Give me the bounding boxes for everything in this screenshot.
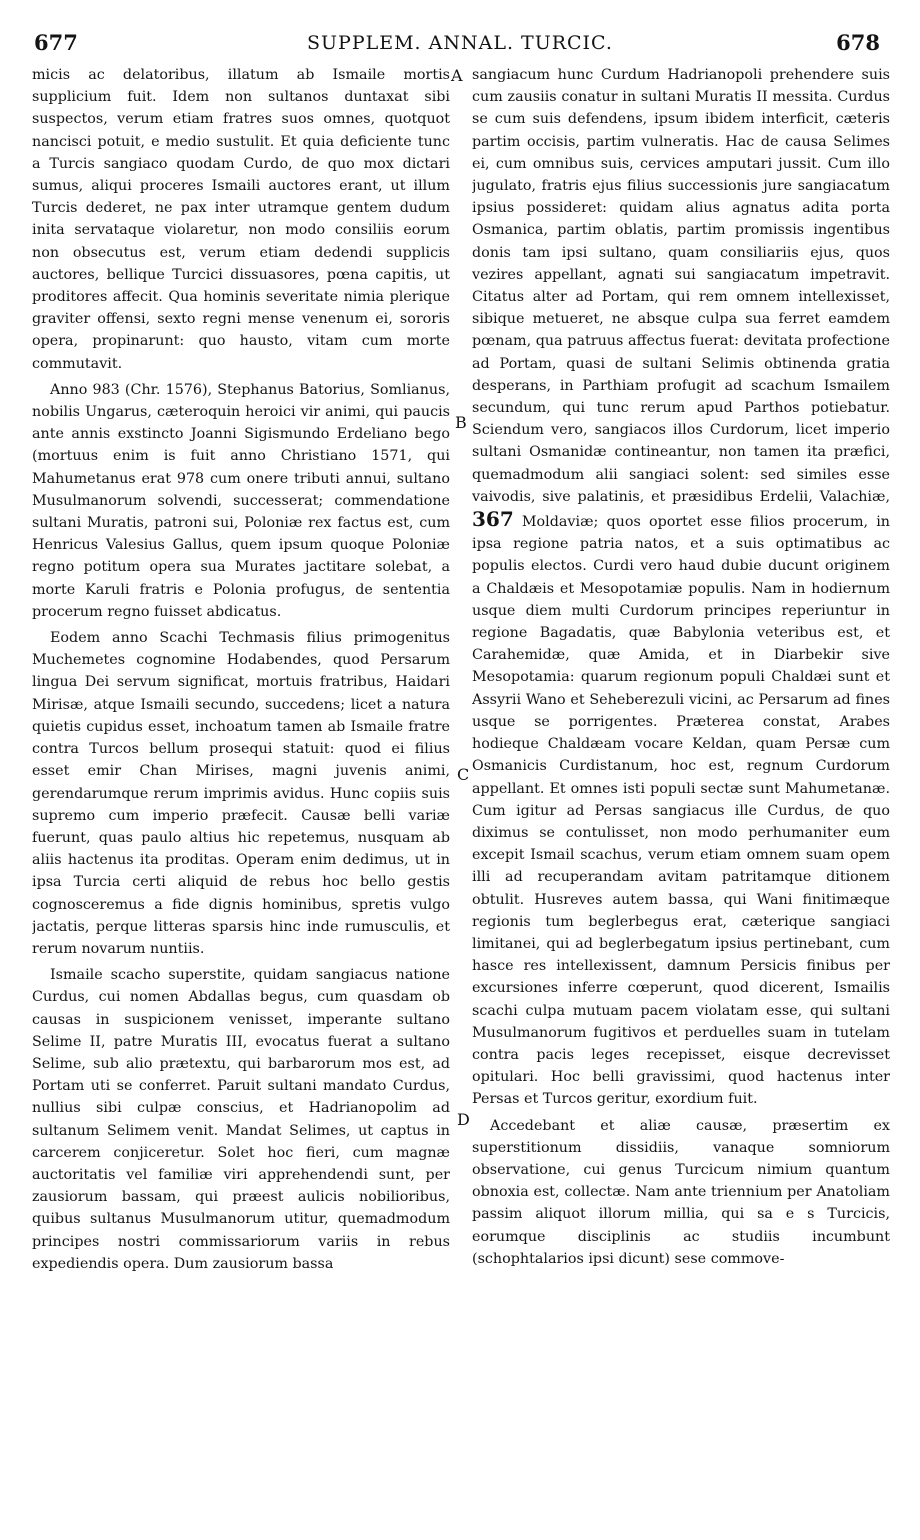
paragraph: Ismaile scacho superstite, quidam sangiacus natione Curdus, cui nomen Abdallas begus, cum quasdam ob causas in suspicionem venisset, imperante sultano Selime II, patre Muratis III, evocatus fuerat a sultano Selime, sub alio prætextu, qui barbarorum mos est, ad Portam uti se conferret. Paruit sultani mandato Curdus, nullius sibi culpæ conscius, et Hadrianopolim ad sultanum Selimem venit. Mandat Selimes, ut captus in carcerem conjiceretur. Solet hoc fieri, cum magnæ auctoritatis vel familiæ viri apprehendendi sunt, per zausiorum bassam, qui præest aulicis nobilioribus, quibus sultanus Musulmanorum utitur, quemadmodum principes nostri commissariorum variis in rebus expediendis opera. Dum zausiorum bassa [32,967,450,1272]
running-title: SUPPLEM. ANNAL. TURCIC. [307,32,613,54]
paragraph: Anno 983 (Chr. 1576), Stephanus Batorius, Somlianus, nobilis Ungarus, cæteroquin heroici vir animi, qui paucis ante annis exstincto Joanni Sigismundo Erdeliano bego (mortuus enim is fuit anno Christiano 1571, qui Mahumetanus erat 978 cum onere tributi annui, sultano Musulmanorum solvendi, successerat; commendatione sultani Muratis, patroni sui, Poloniæ rex factus est, cum Henricus Valesius Gallus, quem ipsum quoque Poloniæ regno potitum opera sua Murates jactitare solebat, a morte Karuli fratris e Polonia profugus, de sententia procerum regno fuisset abdicatus. [32,381,450,620]
page-header [0,30,920,60]
paragraph: Accedebant et aliæ causæ, præsertim ex superstitionum dissidiis, vanaque somniorum observatione, cui genus Turcicum nimium quantum obnoxia est, collectæ. Nam ante triennium per Anatoliam passim aliquot illorum millia, qui sa e s Turcicis, eorumque disciplinis ac studiis incumbunt (schophtalarios ipsi dicunt) sese commove- [472,1117,890,1267]
paragraph [472,64,890,1111]
section-marker-b: B [455,413,467,432]
paragraph: micis ac delatoribus, illatum ab Ismaile mortis supplicium fuit. Idem non sultanos duntaxat sibi suspectos, verum etiam fratres suos omnes, quotquot nancisci potuit, e medio sustulit. Et quia deficiente tunc a Turcis sangiaco quodam Curdo, de quo mox dictari sumus, aliqui proceres Ismaili auctores erant, ut illum Turcis dederet, ne pax inter utramque gentem dudum inita servataque violaretur, non modo consiliis eorum non obsecutus est, verum etiam dedendi supplicis auctores, bellique Turcici dissuasores, pœna capitis, ut proditores affecit. Qua hominis severitate nimia plerique graviter offensi, sexto regni mense venenum ei, sororis opera, propinarunt: quo hausto, vitam cum morte commutavit. [32,67,450,372]
section-marker-a: A [451,66,463,85]
page-number-left: 677 [34,30,78,55]
section-marker-c: C [457,765,470,784]
paragraph-text: Moldaviæ; quos oportet esse filios procerum, in ipsa regione patria natos, et a suis optimatibus ac populis electos. Curdi vero haud dubie ducunt originem a Chaldæis et Mesopotamiæ populis. Nam in hodiernum usque diem multi Curdorum principes reperiuntur in regione Bagadatis, quæ Babylonia veteribus est, et Carahemidæ, quæ Amida, et in Diarbekir sive Mesopotamia: quarum regionum populi Chaldæi sunt et Assyrii Wano et Seheberezuli vicini, ac Persarum ad fines usque se porrigentes. Præterea constat, Arabes hodieque Chaldæam vocare Keldan, quam Persæ cum Osmanicis Curdistanum, hoc est, regnum Curdorum appellant. Et omnes isti populi sectæ sunt Mahumetanæ. Cum igitur ad Persas sangiacus ille Curdus, de quo diximus se contulisset, non modo perhumaniter eum excepit Ismail scachus, verum etiam omnem suam opem illi ad recuperandam avitam patritamque ditionem obtulit. Husreves autem bassa, qui Wani finitimæque regionis tum beglerbegus erat, cæterique sangiaci limitanei, qui ad beglerbegatum ipsius pertinebant, cum hasce res intellexissent, damnum Persicis finibus per excursiones inferre cœperunt, quod dicerent, Ismailis scachi culpa mutuam pacem violatam esse, qui sultani Musulmanorum fugitivos et perduelles suam in tutelam contra pacis leges recepisset, eisque decrevisset opitulari. Hoc belli gravissimi, quod hactenus inter Persas et Turcos geritur, exordium fuit. [472,514,890,1108]
paragraph-text: sangiacum hunc Curdum Hadrianopoli prehendere suis cum zausiis conatur in sultani Muratis II messita. Curdus se cum suis defendens, ipsum ibidem interficit, cæteris partim occisis, partim vulneratis. Hac de causa Selimes ei, cum omnibus suis, cervices amputari jussit. Cum illo jugulato, fratris ejus filius successionis jure sangiacatum ipsius possideret: quidam alius agnatus adita porta Osmanica, partim oblatis, partim promissis ingentibus donis tam ipsi sultano, quam consiliariis ejus, quos vezires appellant, agnati sui sangiacatum impetravit. Citatus alter ad Portam, qui rem omnem intellexisset, sibique metueret, ne absque culpa sua ferret eamdem pœnam, qua patruus affectus fuerat: devitata profectione ad Portam, quasi de sultani Selimis obtinenda gratia desperans, in Parthiam profugit ad scachum Ismailem secundum, qui tunc rerum apud Parthos potiebatur. Sciendum vero, sangiacos illos Curdorum, licet imperio sultani Osmanidæ contineantur, non tamen ita præfici, quemadmodum alii sangiaci solent: sed similes esse vaivodis, sive palatinis, et præsidibus Erdelii, Valachiæ, [472,67,890,505]
page-number-right: 678 [836,30,880,55]
inline-column-number: 367 [472,507,514,532]
paragraph: Eodem anno Scachi Techmasis filius primogenitus Muchemetes cognomine Hodabendes, quod Persarum lingua Dei servum significat, mortuis fratribus, Haidari Mirisæ, atque Ismaili secundo, succedens; licet a natura quietis cupidus esset, inchoatum tamen ab Ismaile fratre contra Turcos bellum prosequi statuit: quod ei filius esset emir Chan Mirises, magni juvenis animi, gerendarumque rerum imprimis avidus. Hunc copiis suis supremo cum imperio præfecit. Causæ belli variæ fuerunt, quas paulo altius hic repetemus, nusquam ab aliis hactenus ita proditas. Operam enim dedimus, ut in ipsa Turcia certi aliquid de rebus hoc bello gestis cognosceremus a fide dignis hominibus, spretis vulgo jactatis, perque litteras sparsis hinc inde rumusculis, et rerum novarum nuntiis. [32,630,450,957]
right-column [472,64,890,1524]
section-marker-d: D [457,1110,470,1129]
left-column [32,64,450,1524]
